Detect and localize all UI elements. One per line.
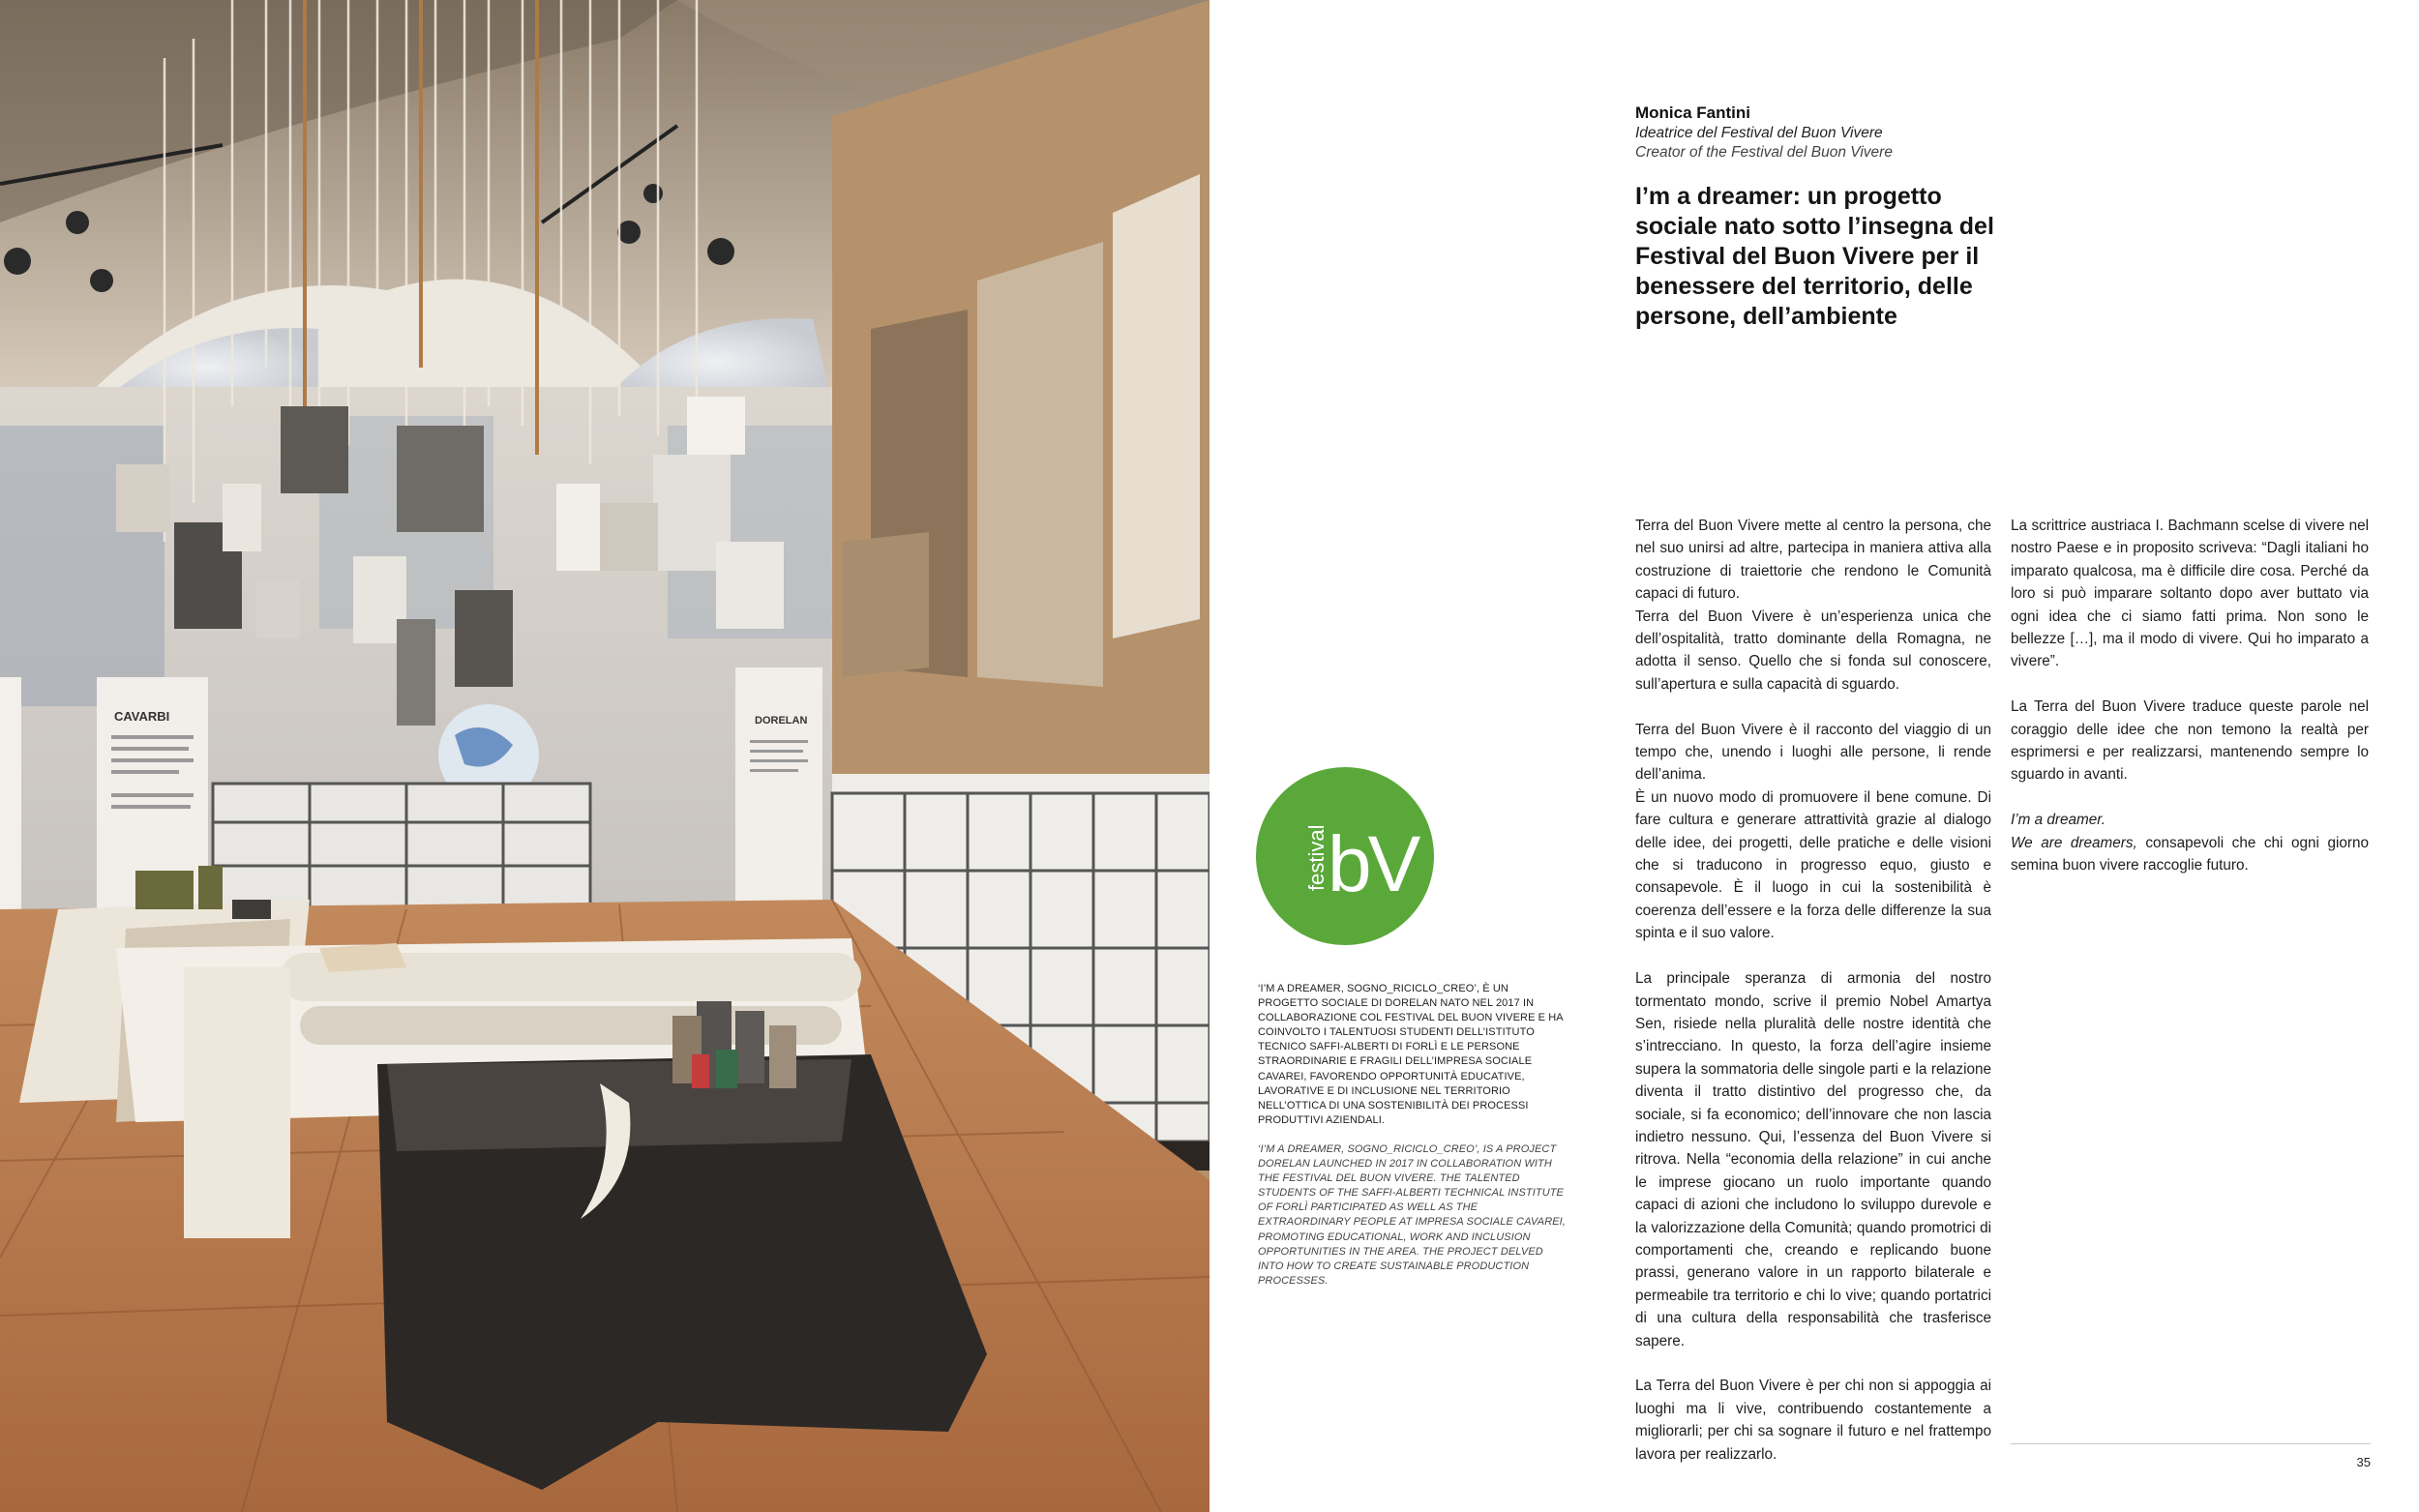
- page-number: 35: [2356, 1455, 2371, 1469]
- paragraph: [2011, 832, 2369, 877]
- photo-caption: [1258, 982, 1568, 1289]
- author-block: [1635, 103, 2216, 163]
- logo-bv-mark: bV: [1328, 820, 1418, 908]
- sign-dorelan: DORELAN: [755, 715, 808, 726]
- paragraph: È un nuovo modo di promuovere il bene comune. Di fare cultura e generare attrattività grazie al dialogo delle idee, dei progetti, delle pratiche e delle visioni che si traducono in progresso equo, giusto e consapevole. È il luogo in cui la sostenibilità è coerenza dell’essere e la forza delle differenze la sua spinta e il suo valore.: [1635, 788, 1991, 942]
- italic-phrase: We are dreamers,: [2011, 834, 2137, 851]
- paragraph-rest: consapevoli che chi ogni giorno semina buon vivere raccoglie futuro.: [2011, 834, 2370, 875]
- text-column-2: [2011, 515, 2369, 876]
- paragraph: La scrittrice austriaca I. Bachmann scelse di vivere nel nostro Paese e in proposito scriveva: “Dagli italiani ho imparato qualcosa, ma è difficile dire cosa. Perché da loro si può imparare soltanto dopo aver buttato via ogni idea che ci siamo fatti prima. Non sono le bellezze […], ma il modo di vivere. Qui ho imparato a vivere”.: [2011, 518, 2369, 670]
- footer-rule: [2011, 1443, 2371, 1444]
- paragraph: Terra del Buon Vivere mette al centro la persona, che nel suo unirsi ad altre, partecipa in maniera attiva alla costruzione di traiettorie che rendono le Comunità capaci di futuro.: [1635, 518, 1991, 603]
- sign-cavarbi: CAVARBI: [114, 709, 170, 724]
- caption-english: ‘I’M A DREAMER, SOGNO_RICICLO_CREO’, IS A PROJECT DORELAN LAUNCHED IN 2017 IN COLLABORATION WITH THE FESTIVAL DEL BUON VIVERE. THE TALENTED STUDENTS OF THE SAFFI-ALBERTI TECHNICAL INSTITUTE OF FORLÌ PARTICIPATED AS WELL AS THE EXTRAORDINARY PEOPLE AT IMPRESA SOCIALE CAVAREI, PROMOTING EDUCATIONAL, WORK AND INCLUSION OPPORTUNITIES IN THE AREA. THE PROJECT DELVED INTO HOW TO CREATE SUSTAINABLE PRODUCTION PROCESSES.: [1258, 1142, 1566, 1287]
- author-name: Monica Fantini: [1635, 104, 1750, 122]
- festival-bv-logo: [1256, 767, 1434, 945]
- caption-italian: ‘I’M A DREAMER, SOGNO_RICICLO_CREO’, È UN PROGETTO SOCIALE DI DORELAN NATO NEL 2017 IN COLLABORAZIONE COL FESTIVAL DEL BUON VIVERE E HA COINVOLTO I TALENTUOSI STUDENTI DELL’ISTITUTO TECNICO SAFFI-ALBERTI DI FORLÌ E LE PERSONE STRAORDINARIE E FRAGILI DELL’IMPRESA SOCIALE CAVAREI, FAVORENDO OPPORTUNITÀ EDUCATIVE, LAVORATIVE E DI INCLUSIONE NEL TERRITORIO NELL’OTTICA DI UNA SOSTENIBILITÀ DEI PROCESSI PRODUTTIVI AZIENDALI.: [1258, 983, 1564, 1126]
- article-headline: I’m a dreamer: un progetto sociale nato sotto l’insegna del Festival del Buon Vivere per il benessere del territorio, delle persone, dell’ambiente: [1635, 183, 1994, 330]
- paragraph-italic: I’m a dreamer.: [2011, 812, 2106, 829]
- author-role-english: Creator of the Festival del Buon Vivere: [1635, 144, 1893, 161]
- logo-festival-text: festival: [1304, 824, 1329, 891]
- paragraph: Terra del Buon Vivere è un’esperienza unica che dell’ospitalità, tratto dominante della Romagna, ne adotta il senso. Quello che si fonda sul conoscere, sull’apertura e sulla capacità di sguardo.: [1635, 608, 1991, 693]
- author-role-italian: Ideatrice del Festival del Buon Vivere: [1635, 125, 1883, 141]
- paragraph: Terra del Buon Vivere è il racconto del viaggio di un tempo che, unendo i luoghi alle persone, li rende dell’anima.: [1635, 721, 1991, 784]
- paragraph: La principale speranza di armonia del nostro tormentato mondo, scrive il premio Nobel Amartya Sen, risiede nella pluralità delle nostre identità che s’intrecciano. In questo, la forza dell’agire insieme supera la sommatoria delle singole parti e la relazione diventa il tratto distintivo del progresso che, da sociale, si fa economico; dell’innovare che non lascia indietro nessuno. Qui, l’essenza del Buon Vivere si ritrova. Nella “economia della relazione” in cui anche le imprese giocano un ruolo importante quando capaci di azioni che includono lo sviluppo durevole e la valorizzazione della Comunità; quando promotrici di comportamenti che, creando e replicando buone prassi, generano valore in un rapporto bilaterale e permeabile tra territorio e chi lo vive; quando portatrici di una cultura della responsabilità che trasferisce sapere.: [1635, 970, 1991, 1349]
- paragraph: La Terra del Buon Vivere traduce queste parole nel coraggio delle idee che non temono la realtà per esprimersi e per realizzarsi, mantenendo sempre lo sguardo in avanti.: [2011, 698, 2369, 784]
- text-column-1: [1635, 515, 1991, 1466]
- paragraph: La Terra del Buon Vivere è per chi non si appoggia ai luoghi ma li vive, contribuendo costantemente a migliorarli; per chi sa sognare il futuro e nel frattempo lavora per realizzarlo.: [1635, 1378, 1991, 1463]
